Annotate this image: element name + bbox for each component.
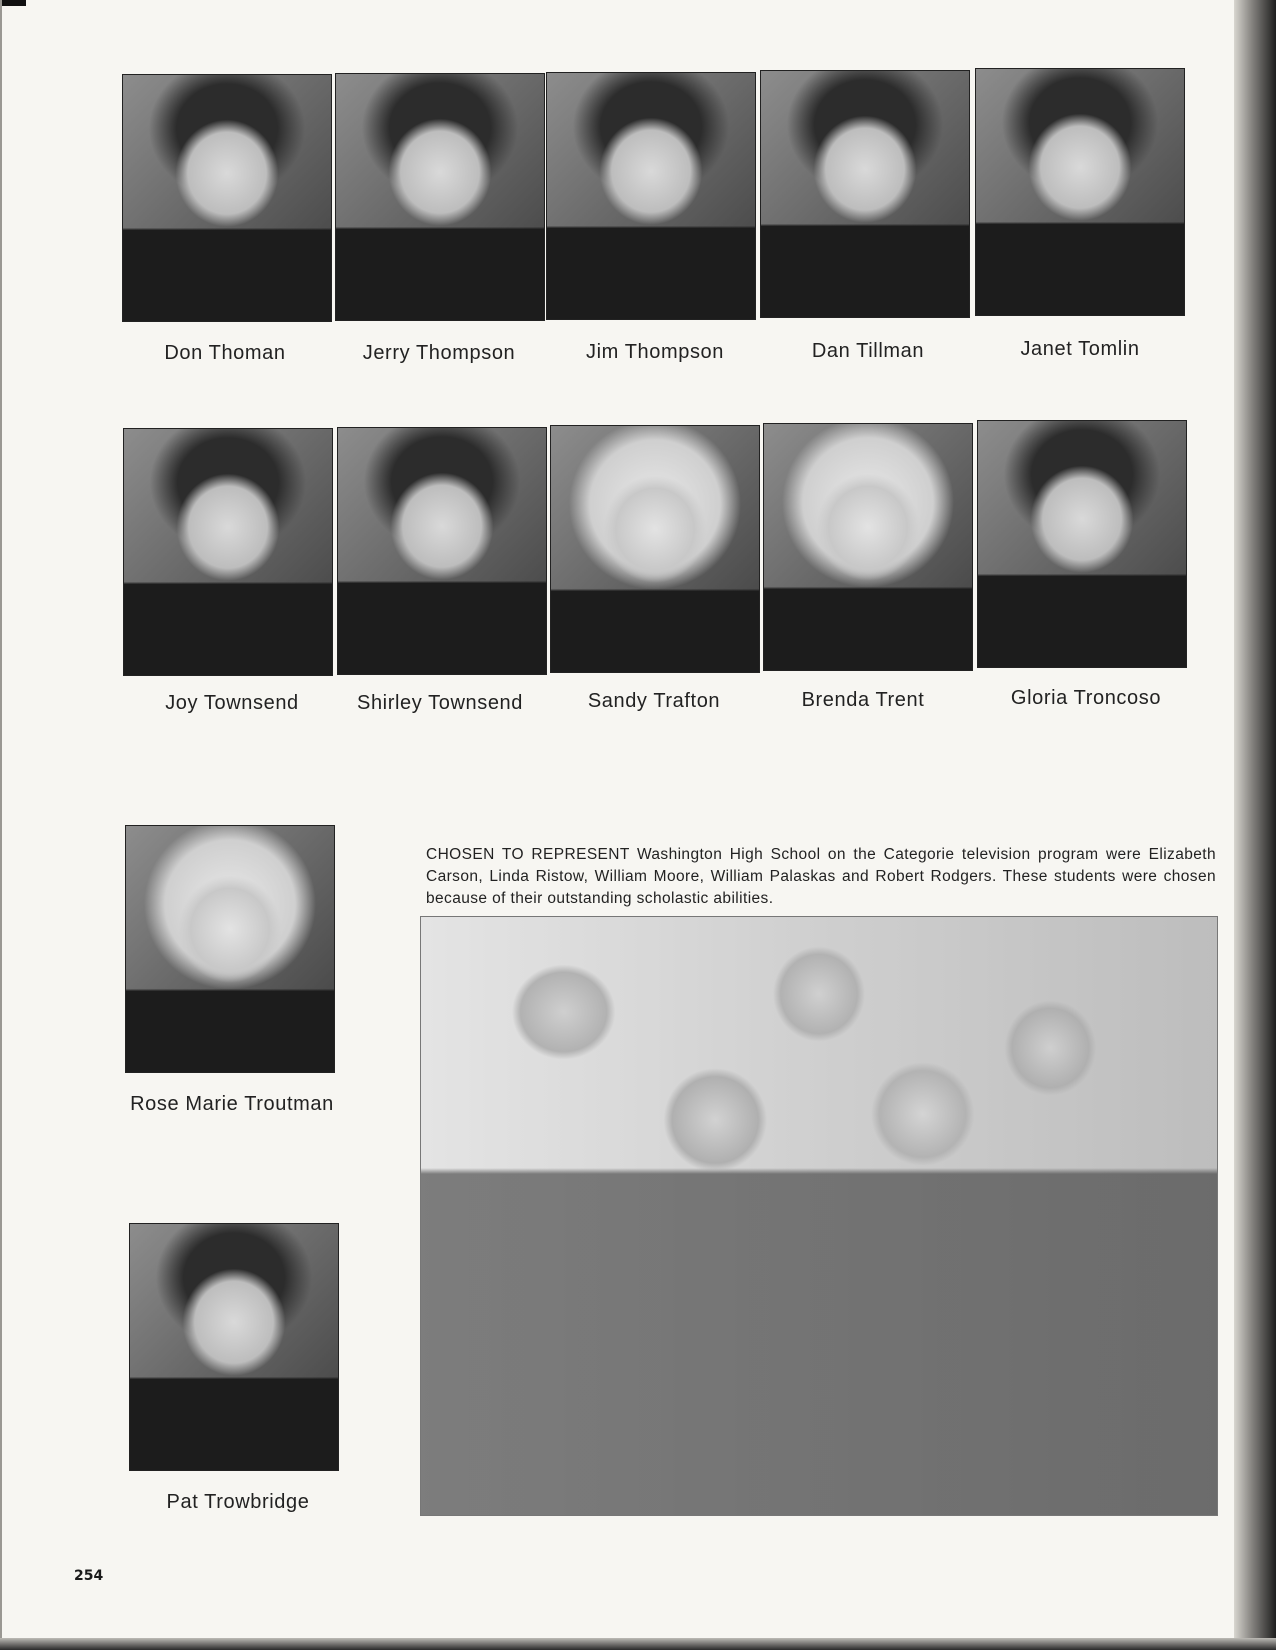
page-bottom-edge [0,1638,1276,1650]
student-name: Joy Townsend [165,692,299,714]
portrait-photo [335,73,545,321]
student-name: Janet Tomlin [1020,338,1140,360]
student-name: Jim Thompson [586,341,724,363]
student-name: Gloria Troncoso [1010,687,1162,709]
portrait-photo [977,420,1187,668]
corner-mark [0,0,26,6]
group-photo [420,916,1218,1516]
portrait-photo [122,74,332,322]
student-name: Jerry Thompson [362,342,516,364]
portrait-photo [337,427,547,675]
page-binding-shadow [1234,0,1276,1650]
portrait-photo [550,425,760,673]
student-name: Brenda Trent [801,689,925,711]
student-name: Shirley Townsend [357,692,523,714]
portrait-photo [125,825,335,1073]
portrait-photo [763,423,973,671]
portrait-photo [129,1223,339,1471]
page-left-rule [0,0,2,1640]
portrait-photo [975,68,1185,316]
student-name: Rose Marie Troutman [130,1093,334,1115]
student-name: Pat Trowbridge [166,1491,310,1513]
student-name: Don Thoman [164,342,286,364]
student-name: Sandy Trafton [587,690,721,712]
group-photo-caption: CHOSEN TO REPRESENT Washington High School on the Categorie television program were Elizabeth Carson, Linda Ristow, William Moore, William Palaskas and Robert Rodgers. These students were chosen because of their outstanding scholastic abilities. [426,846,1216,907]
student-name: Dan Tillman [811,340,925,362]
portrait-photo [760,70,970,318]
portrait-photo [546,72,756,320]
page-number: 254 [74,1568,104,1584]
portrait-photo [123,428,333,676]
